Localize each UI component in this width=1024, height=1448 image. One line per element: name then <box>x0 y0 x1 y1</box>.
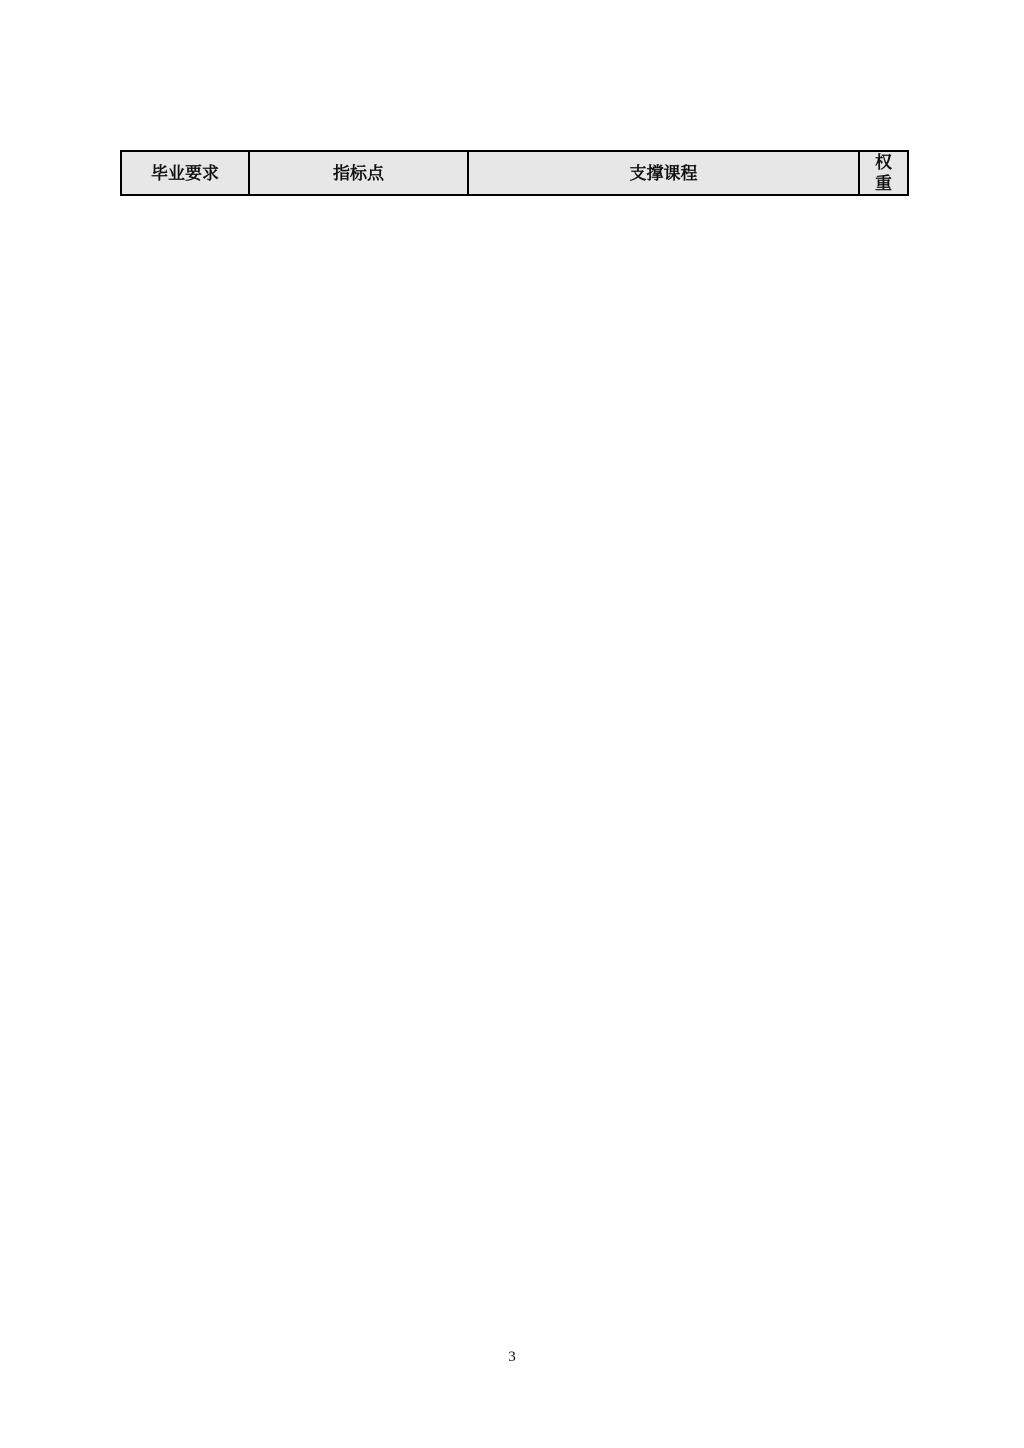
curriculum-matrix-table <box>120 150 909 196</box>
page-number: 3 <box>508 1349 516 1365</box>
header-cell-1: 指标点 <box>249 151 468 195</box>
header-cell-2: 支撑课程 <box>468 151 859 195</box>
header-cell-3: 权重 <box>859 151 908 195</box>
table-header-row <box>121 151 908 195</box>
header-cell-0: 毕业要求 <box>121 151 249 195</box>
